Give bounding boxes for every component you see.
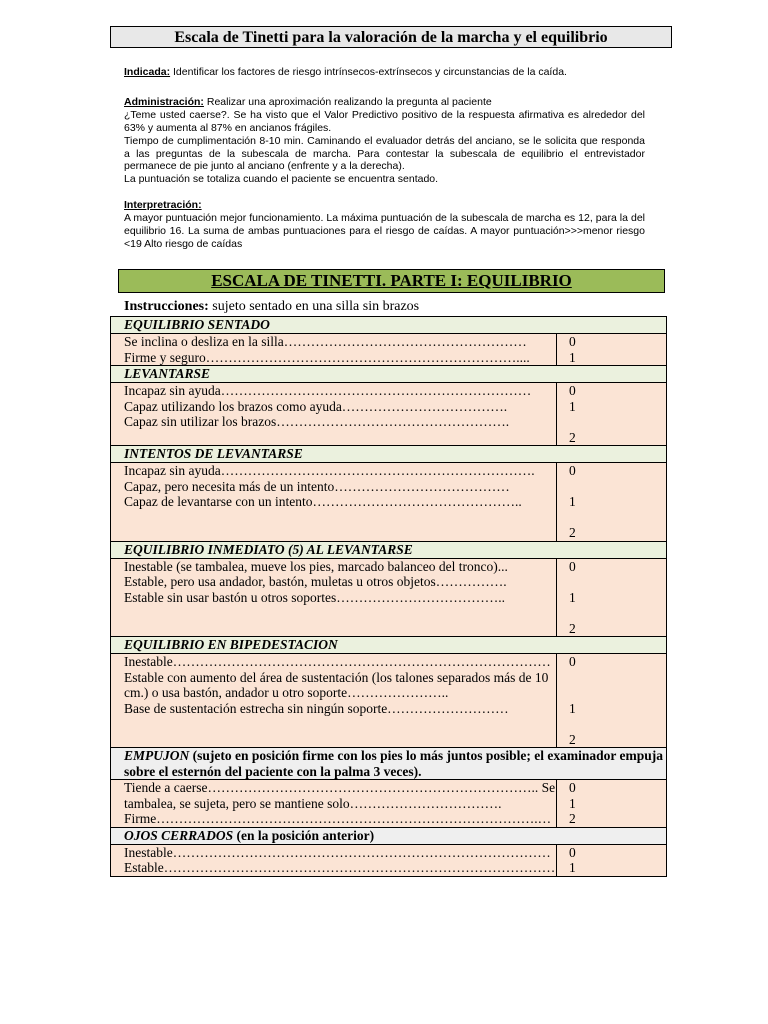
part-title-text: ESCALA DE TINETTI. PARTE I: EQUILIBRIO — [211, 271, 572, 290]
score-value: 2 — [569, 525, 576, 540]
section-header-row — [111, 317, 667, 334]
scale-item: Incapaz sin ayuda…………………………………………………………… — [124, 383, 532, 398]
section-scores — [557, 844, 667, 876]
section-items — [111, 844, 557, 876]
scale-item: Capaz sin utilizar los brazos……………………………………………. — [124, 414, 510, 429]
section-header-row — [111, 748, 667, 780]
section-scores — [557, 463, 667, 542]
administracion-line: Tiempo de cumplimentación 8-10 min. Caminando el evaluador detrás del anciano, se le solicita que responda a las preguntas de la subescala de marcha. Para contestar la subescala de equilibrio el entrevistador permanece de pie junto al anciano (enfrente y a la derecha). — [124, 134, 645, 173]
score-value — [569, 414, 666, 430]
instructions — [124, 299, 419, 315]
score-value — [569, 510, 666, 526]
administracion-text: Realizar una aproximación realizando la pregunta al paciente — [206, 95, 492, 108]
interpretacion-text: A mayor puntuación mejor funcionamiento. La máxima puntuación de la subescala de marcha es 12, para la del equilibrio 16. La suma de ambas puntuaciones para el riesgo de caídas. A mayor puntuación>>>menor riesgo <19 Alto riesgo de caídas — [124, 212, 645, 250]
document-title: Escala de Tinetti para la valoración de la marcha y el equilibrio — [110, 26, 672, 48]
score-value — [569, 685, 666, 701]
intro-section — [124, 66, 645, 251]
scale-item: Inestable (se tambalea, mueve los pies, marcado balanceo del tronco)... — [124, 558, 508, 574]
scale-item: Estable con aumento del área de sustentación (los talones separados más de 10 cm.) o usa bastón, andador u otro soporte………………….. — [124, 669, 549, 700]
interpretacion-label-line — [124, 199, 645, 212]
score-value — [569, 716, 666, 732]
section-heading-text: INTENTOS DE LEVANTARSE — [124, 446, 303, 461]
section-scores — [557, 383, 667, 446]
scale-item: Inestable………………………………………………………………………… — [124, 844, 551, 860]
section-items — [111, 383, 557, 446]
section-scores — [557, 558, 667, 637]
section-body-row — [111, 654, 667, 748]
section-heading — [111, 446, 667, 463]
part-title — [118, 269, 665, 293]
section-header-row — [111, 366, 667, 383]
instructions-text: sujeto sentado en una silla sin brazos — [212, 299, 420, 314]
score-value: 1 — [569, 494, 576, 509]
scale-item: Capaz de levantarse con un intento……………………………………….. — [124, 494, 522, 509]
section-heading — [111, 366, 667, 383]
section-body-row — [111, 844, 667, 876]
scale-item: Se inclina o desliza en la silla……………………………………………… — [124, 334, 527, 349]
section-body-row — [111, 334, 667, 366]
administracion-paragraph — [124, 96, 645, 109]
scale-item: Firme………………………………………………………………………….… — [124, 811, 552, 826]
score-value: 0 — [569, 383, 576, 398]
score-value: 0 — [569, 654, 576, 669]
indicada-label: Indicada: — [124, 66, 171, 78]
score-value: 0 — [569, 780, 576, 795]
administracion-label: Administración: — [124, 95, 204, 108]
section-heading-note: (sujeto en posición firme con los pies lo más juntos posible; el examinador empuja sobre el esternón del paciente con la palma 3 veces). — [124, 748, 664, 779]
score-value: 0 — [569, 334, 576, 349]
interpretacion-label: Interpretración: — [124, 199, 202, 212]
section-header-row — [111, 541, 667, 558]
section-body-row — [111, 463, 667, 542]
section-heading — [111, 317, 667, 334]
section-heading — [111, 541, 667, 558]
score-value: 2 — [569, 429, 576, 445]
indicada-paragraph — [124, 66, 645, 79]
section-heading — [111, 748, 667, 780]
section-header-row — [111, 637, 667, 654]
scale-item: Capaz utilizando los brazos como ayuda………………………………. — [124, 398, 508, 414]
score-value: 2 — [569, 620, 576, 636]
administracion-line: ¿Teme usted caerse?. Se ha visto que el Valor Predictivo positivo de la respuesta afirmativa es alrededor del 63% y aumenta al 87% en ancianos frágiles. — [124, 108, 645, 134]
scale-item: Estable sin usar bastón u otros soportes……………………………….. — [124, 589, 505, 605]
indicada-text: Identificar los factores de riesgo intrínsecos-extrínsecos y circunstancias de la caída. — [173, 66, 567, 78]
score-value — [569, 479, 666, 495]
section-heading-text: LEVANTARSE — [124, 366, 211, 381]
section-heading — [111, 827, 667, 844]
section-body-row — [111, 558, 667, 637]
score-value: 1 — [569, 589, 576, 605]
score-value — [569, 574, 666, 590]
score-value: 0 — [569, 844, 576, 860]
score-value — [569, 605, 666, 621]
section-scores — [557, 334, 667, 366]
section-body-row — [111, 383, 667, 446]
section-items — [111, 780, 557, 828]
instructions-label: Instrucciones: — [124, 299, 209, 314]
score-value: 1 — [569, 398, 576, 414]
section-heading-text: EQUILIBRIO INMEDIATO (5) AL LEVANTARSE — [124, 541, 413, 557]
scale-item: Estable…………………………………………………………………………… — [124, 860, 556, 875]
score-value: 1 — [569, 349, 576, 365]
score-value: 0 — [569, 558, 576, 574]
score-value: 2 — [569, 811, 576, 826]
score-value: 1 — [569, 700, 576, 716]
score-value: 1 — [569, 795, 576, 811]
section-items — [111, 558, 557, 637]
scale-item: Incapaz sin ayuda……………………………………………………………. — [124, 463, 535, 478]
scale-item: Capaz, pero necesita más de un intento………………………………… — [124, 478, 510, 494]
score-value: 0 — [569, 463, 576, 478]
section-heading-note: (en la posición anterior) — [236, 827, 375, 843]
score-value: 1 — [569, 860, 576, 875]
score-value — [569, 670, 666, 686]
section-items — [111, 463, 557, 542]
section-header-row — [111, 446, 667, 463]
section-scores — [557, 780, 667, 828]
tinetti-balance-table — [110, 316, 667, 877]
section-heading-text: OJOS CERRADOS — [124, 827, 234, 843]
section-items — [111, 654, 557, 748]
administracion-line: La puntuación se totaliza cuando el paciente se encuentra sentado. — [124, 173, 439, 186]
section-body-row — [111, 780, 667, 828]
scale-item: Estable, pero usa andador, bastón, muletas u otros objetos……………. — [124, 574, 507, 589]
score-value: 2 — [569, 731, 576, 747]
scale-item: Base de sustentación estrecha sin ningún soporte……………………… — [124, 700, 509, 716]
scale-item: Inestable………………………………………………………………………… — [124, 654, 551, 669]
scale-item: Tiende a caerse……………………………………………………………….. Se tambalea, se sujeta, pero se mantiene solo……………………………. — [124, 780, 556, 811]
section-heading-text: EQUILIBRIO SENTADO — [124, 317, 270, 332]
section-heading-text: EMPUJON — [124, 748, 190, 763]
section-heading — [111, 637, 667, 654]
scale-item: Firme y seguro…………………………………………………………….... — [124, 349, 530, 365]
section-scores — [557, 654, 667, 748]
section-header-row — [111, 827, 667, 844]
section-heading-text: EQUILIBRIO EN BIPEDESTACION — [124, 637, 338, 652]
section-items — [111, 334, 557, 366]
